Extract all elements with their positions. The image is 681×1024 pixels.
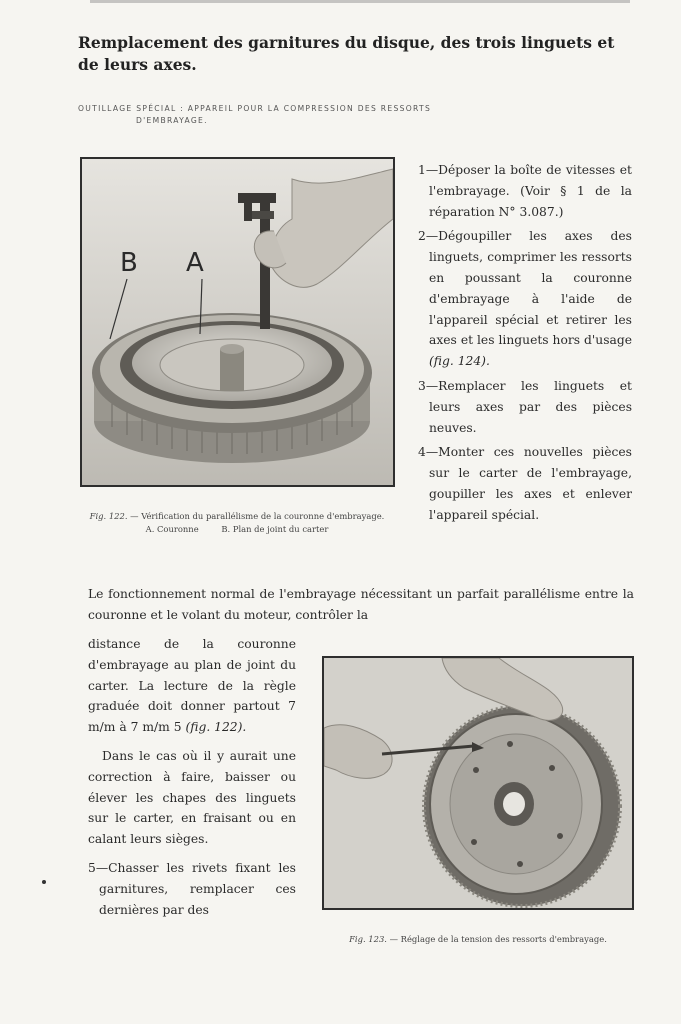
figure-123-photo xyxy=(322,656,634,910)
figure-123-number: Fig. 123. xyxy=(349,934,387,944)
step-4: 4—Monter ces nouvelles pièces sur le carter de l'embrayage, goupiller les axes et enlever l'appareil spécial. xyxy=(418,445,632,522)
figure-label-b: B xyxy=(120,248,138,278)
special-tooling-note xyxy=(78,103,638,127)
legend-a: A. Couronne xyxy=(145,524,199,534)
step-1: 1—Déposer la boîte de vitesses et l'embrayage. (Voir § 1 de la réparation N° 3.087.) xyxy=(418,163,632,219)
top-cut-line xyxy=(90,0,630,3)
margin-dot xyxy=(42,880,46,884)
correction-paragraph: Dans le cas où il y aurait une correction à faire, baisser ou élever les chapes des linguets sur le carter, en fraisant ou en calant leurs sièges. xyxy=(88,748,296,847)
distance-fig-ref: (fig. 122). xyxy=(185,720,247,735)
figure-123-caption-text: — Réglage de la tension des ressorts d'embrayage. xyxy=(389,934,607,944)
figure-122-caption xyxy=(86,511,388,535)
figure-122-number: Fig. 122. xyxy=(89,511,128,521)
figure-122-photo xyxy=(80,157,395,487)
legend-b: B. Plan de joint du carter xyxy=(221,524,329,534)
left-text-column xyxy=(88,634,296,928)
figure-122-caption-text: — Vérification du parallélisme de la couronne d'embrayage. xyxy=(130,511,385,521)
figure-label-a: A xyxy=(186,248,204,278)
step-3: 3—Remplacer les linguets et leurs axes par des pièces neuves. xyxy=(418,378,632,435)
parallelism-paragraph: Le fonctionnement normal de l'embrayage nécessitant un parfait parallélisme entre la couronne et le volant du moteur, contrôler la xyxy=(88,587,634,622)
step-2-fig-ref: (fig. 124). xyxy=(429,354,490,369)
tooling-line-2: D'EMBRAYAGE. xyxy=(136,116,208,125)
section-title: Remplacement des garnitures du disque, des trois linguets et de leurs axes. xyxy=(78,33,615,74)
figure-122-legend xyxy=(86,524,388,535)
spring-tension-illustration xyxy=(324,658,632,908)
figure-123-caption xyxy=(336,934,620,945)
tooling-line-1: OUTILLAGE SPÉCIAL : APPAREIL POUR LA COMPRESSION DES RESSORTS xyxy=(78,104,432,113)
step-2-text: 2—Dégoupiller les axes des linguets, comprimer les ressorts en poussant la couronne d'embrayage à l'aide de l'appareil spécial et retirer les axes et les linguets hors d'usage xyxy=(418,229,632,348)
step-2 xyxy=(418,226,632,372)
steps-column xyxy=(418,160,632,530)
distance-paragraph xyxy=(88,634,296,738)
clutch-ring-caliper-illustration xyxy=(82,159,393,485)
step-5: 5—Chasser les rivets fixant les garnitures, remplacer ces dernières par des xyxy=(88,860,296,917)
distance-text: distance de la couronne d'embrayage au plan de joint du carter. La lecture de la règle graduée doit donner partout 7 m/m à 7 m/m 5 xyxy=(88,637,296,735)
